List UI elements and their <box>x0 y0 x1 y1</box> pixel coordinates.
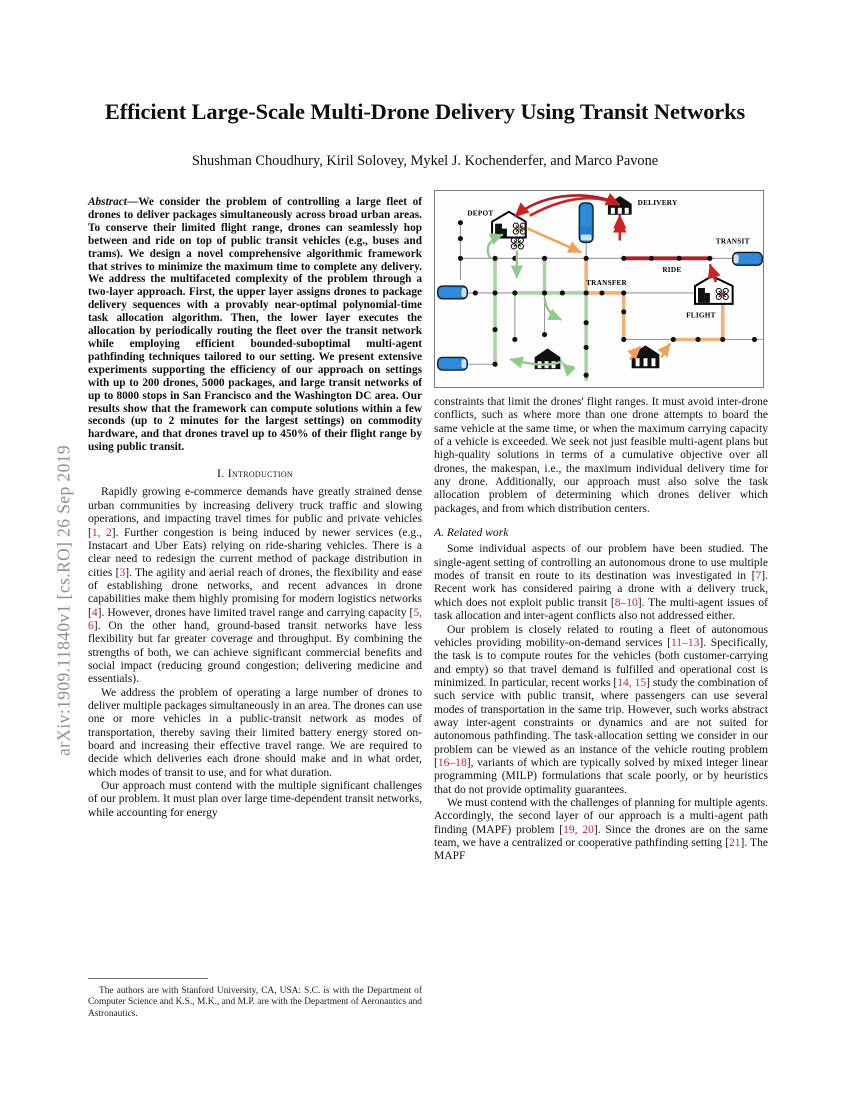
intro-p1-a: Rapidly growing e-commerce demands have greatly strained dense urban communities by increasing delivery truck traffic and slowing operations, and impacting travel times for public and private vehicles [ <box>88 486 422 539</box>
figure-label-depot: DEPOT <box>467 209 494 218</box>
related-work-paragraph-2 <box>434 624 768 797</box>
house-icon-delivery-top <box>608 196 632 215</box>
intro-p1-e: ]. On the other hand, ground-based transit networks have less flexibility but far greater coverage and throughput. By combining the strengths of both, we can achieve significant commercial benefits and social impact (reducing ground congestion; delivering medicine and essentials). <box>88 619 422 686</box>
abstract-paragraph <box>88 196 422 454</box>
rw-p1-b: ]. Recent work has considered pairing a drone with a delivery truck, which does not exploit public transit [ <box>434 570 768 609</box>
rw-p2-b: ]. Specifically, the task is to compute routes for the vehicles (both customer-carrying and empty) so that travel demand is fulfilled and operational cost is minimized. In particular, recent works [ <box>434 636 768 689</box>
transit-vehicle-icon-right <box>733 252 763 265</box>
section-heading-introduction: I. Introduction <box>216 466 294 481</box>
right-continued-paragraph: constraints that limit the drones' flight ranges. It must avoid inter-drone conflicts, such as where more than one drone attempts to board the same vehicle at the same time, or when the maximum carrying capacity of a vehicle is exceeded. We seek not just feasible multi-agent plans but high-quality solutions in terms of a cumulative objective over all drones, the makespan, i.e., the maximum individual delivery time for any drone. Additionally, our approach must also solve the task allocation problem of determining which drones deliver which packages, and from which distribution centers. <box>434 396 768 515</box>
right-column <box>434 396 768 864</box>
left-column <box>88 196 422 820</box>
rw-p2-c: ] study the combination of such service with public transit, where passengers can use several modes of transportation in the same trip. However, such works abstract away inter-agent constraints or dynamics and are not suited for autonomous pathfinding. The task-allocation setting we consider in our problem can be viewed as an instance of the vehicle routing problem [ <box>434 676 769 769</box>
citation-21[interactable]: 21 <box>728 837 741 849</box>
intro-p1-d: ]. However, drones have limited travel range and carrying capacity [ <box>97 606 414 619</box>
intro-p1-c: ]. The agility and aerial reach of drones, the flexibility and ease of establishing drone networks, and recent advances in drone capabilities make them highly promising for modern logistics networks [ <box>88 566 422 619</box>
citation-3[interactable]: 3 <box>119 566 126 579</box>
abstract-lead-label: Abstract— <box>88 196 139 208</box>
footnote-divider <box>88 978 208 979</box>
abstract-body: We consider the problem of controlling a large fleet of drones to deliver packages simultaneously across broad urban areas. To conserve their limited flight range, drones can seamlessly hop between and ride on top of public transit vehicles (e.g., buses and trams). We design a novel comprehensive algorithmic framework that strives to minimize the maximum time to complete any delivery. We address the multifaceted complexity of the problem through a two-layer approach. First, the upper layer assigns drones to package delivery sequences with a provably near-optimal polynomial-time task allocation algorithm. Then, the lower layer executes the allocation by periodically routing the fleet over the transit network while employing efficient bounded-suboptimal multi-agent pathfinding techniques tailored to our setting. We present extensive experiments supporting the efficiency of our approach on settings with up to 200 drones, 5000 packages, and large transit networks of up to 8000 stops in San Francisco and the Washington DC area. Our results show that the framework can compute solutions within a few seconds (up to 2 minutes for the largest settings) on commodity hardware, and that drones travel up to 450% of their flight range by using public transit. <box>88 196 422 454</box>
related-work-paragraph-3 <box>434 797 768 864</box>
drone-icon-depot <box>511 238 523 249</box>
rw-p3-b: ]. Since the drones are on the same team, we have a centralized or cooperative pathfinding setting [ <box>434 823 768 849</box>
related-work-paragraph-1 <box>434 543 768 623</box>
arxiv-stamp: arXiv:1909.11840v1 [cs.RO] 26 Sep 2019 <box>53 444 74 757</box>
rw-p1-c: ]. The multi-agent issues of task allocation and inter-agent conflicts also not addressed either. <box>434 596 768 623</box>
figure-label-transfer: TRANSFER <box>586 279 628 288</box>
rw-p1-a: Some individual aspects of our problem have been studied. The single-agent setting of controlling an autonomous drone to use multiple modes of transit en route to its destination was investigated in [ <box>434 543 768 583</box>
intro-paragraph-2: We address the problem of operating a large number of drones to deliver multiple packages simultaneously in an area. The drones can use one or more vehicles in a public-transit network as modes of transportation, thereby saving their limited battery energy stored on-board and increasing their effective travel range. We are required to decide which deliveries each drone should make and in what order, which modes of transit to use, and for what duration. <box>88 686 422 779</box>
depot-building-icon <box>492 212 526 238</box>
footnote-affiliation: The authors are with Stanford University, CA, USA: S.C. is with the Department of Computer Science and K.S., M.K., and M.P. are with the Department of Aeronautics and Astronautics. <box>88 986 422 1019</box>
transit-vehicle-icon-top <box>579 203 593 243</box>
intro-paragraph-3: Our approach must contend with the multiple significant challenges of our problem. It must plan over large time-dependent transit networks, while accounting for energy <box>88 780 422 819</box>
rw-p3-a: We must contend with the challenges of planning for multiple agents. Accordingly, the second layer of our approach is a multi-agent path finding (MAPF) problem [ <box>434 796 768 836</box>
figure-label-flight: FLIGHT <box>686 311 716 320</box>
citation-8-10[interactable]: 8–10 <box>614 596 638 609</box>
citation-1-2[interactable]: 1, 2 <box>91 526 112 539</box>
citation-5-6[interactable]: 5, 6 <box>88 606 422 632</box>
intro-paragraph-1 <box>88 486 422 686</box>
citation-7[interactable]: 7 <box>755 570 762 583</box>
figure-label-delivery: DELIVERY <box>637 198 678 207</box>
subsection-heading-related-work: A. Related work <box>434 526 509 540</box>
figure-label-ride: RIDE <box>662 266 682 275</box>
page-title: Efficient Large-Scale Multi-Drone Delivery Using Transit Networks <box>104 99 746 124</box>
citation-14-15[interactable]: 14, 15 <box>617 676 647 689</box>
rw-p2-a: Our problem is closely related to routing a fleet of autonomous vehicles providing mobility-on-demand services [ <box>434 623 768 649</box>
delivery-return-arrow <box>515 195 616 216</box>
depot-building-right-icon <box>695 276 733 304</box>
citation-16-18[interactable]: 16–18 <box>437 756 467 769</box>
transit-vehicle-icon-left-bottom <box>438 357 468 370</box>
citation-19-20[interactable]: 19, 20 <box>563 823 594 836</box>
citation-11-13[interactable]: 11–13 <box>670 636 700 649</box>
rw-p2-d: ], variants of which are typically solved by mixed integer linear programming (MILP) formulations that scale poorly, or by heuristics that do not provide optimality guarantees. <box>434 756 768 796</box>
rw-p3-c: ]. The MAPF <box>434 837 768 863</box>
figure-transit-drone-diagram <box>434 190 764 388</box>
intro-p1-b: ]. Further congestion is being induced by newer services (e.g., Instacart and Uber Eats) relying on ride-sharing vehicles. There is a clear need to redesign the current method of package distribution in cities [ <box>88 526 422 579</box>
author-list: Shushman Choudhury, Kiril Solovey, Mykel J. Kochenderfer, and Marco Pavone <box>191 153 659 169</box>
house-icon-bottom-right <box>632 345 660 368</box>
citation-4[interactable]: 4 <box>91 606 98 619</box>
transit-vehicle-icon-left-mid <box>438 286 468 299</box>
figure-label-transit: TRANSIT <box>715 237 750 246</box>
house-icon-bottom-left <box>535 348 561 369</box>
